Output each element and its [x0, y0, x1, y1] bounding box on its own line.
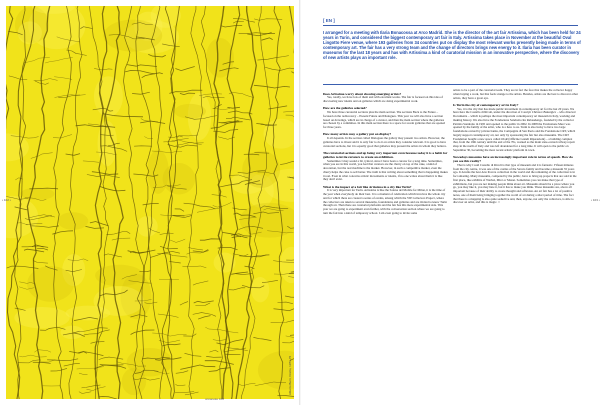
answer-paragraph: It all depends. In the section called Dialogues the gallery may present two artists. However, the galleries have to invest and it is only fair to do it on artists they consider relevant. It is good to have curatorial sections, but it is equally good that galleries may present the artists in whom they believe.	[323, 136, 447, 148]
image-caption: Alberto Burri, Cretto, 1971-76	[288, 355, 292, 395]
question-heading: Is Turin the city of contemporary art in Italy?	[453, 102, 519, 107]
question-heading: How many artists may a gallery put on display?	[323, 132, 392, 137]
divider-rule	[323, 25, 578, 26]
cracked-paint-texture	[6, 6, 294, 399]
page-number-right: • 103 •	[591, 198, 600, 202]
answer-paragraph: Yes, it is the city that has made public investment in contemporary art for the last 20 years. We have here the Castello di Rivoli, under the direction of Carolyn Christov-Bakargiev – who directed Documenta – which is perhaps the most important contemporary art museum in Italy, working and making history. We also have the Fondazione Sandretto Re Rebaudengo, founded by the collector Patrizia Sandretto in 1995 and opened to the public in 2002. In 2008 the Fondazione Merz was opened by the family of the artist, who is a hero to us. Turin is also lucky to have two large foundations owned by private banks, the Compagnia di San Paolo and the Fondazione CRT, which largely support contemporary art, not only by sponsoring the fair but also museums. The CRT Foundation bought a new space called OGR (Officine Grandi Riparazioni) – a building complex that, from the 19th century until the end of the 70s, worked as the main state-owned railway repair shop in the north of Italy and was left abandoned for a long time. It will open to the public on September 30, becoming the most recent artistic platform in town.	[453, 106, 576, 152]
text-column-right	[453, 89, 578, 207]
question-heading: Does Artissima worry about showing emerging artists?	[323, 91, 402, 96]
answer-paragraph: Yes, totally, we have lots of them and with excellent works. The fair is focused on this idea of discovering new talents and on galleries which are doing experimental work.	[323, 95, 443, 104]
question-heading: How are the galleries selected?	[323, 106, 367, 111]
page-number-left: • 102 •	[2, 198, 11, 202]
artwork-image	[6, 6, 294, 399]
language-tag: [ EN ]	[323, 18, 335, 23]
divider-rule	[323, 84, 578, 85]
answer-paragraph: artists to be a part of the curatorial team. They are in fact the face that makes the collector happy when buying a work, but that feels strange to the artists. Besides, artists are the best to discover other artists, they have a great eye.	[453, 88, 579, 100]
text-column-left	[323, 89, 448, 218]
question-heading: The curatorial sections end up being very important even because today it is a habit for galleries to invite curators to create an exhibition.	[323, 150, 448, 159]
answer-paragraph: That is why I said Castello di Rivoli is that type of museum and it is fantastic. Fifteen minutes from the city centre, it was one of the castles of the Savoia family and became a museum 35 years ago. It detains the best Arte Povera collection in the world and the remaining of the collection is in fact amazing. Many museums, competed by the public, have to bring up projects that are sold in the first place, like exhibits of Warhol, Miró or Monet. Sometimes you can make that type of exhibitions, but you are not making people think about art. Museums should be a place where you go, you may like it, you may hate it, but it has to make you think. These museums are, above all important because of their ability to create thought and reflexion. An art fair has a lot of positive notes, one of them being bringing together the world of art during a short period of time. The fact that there is a mapping is also quite seductive and, then, anyone, not only the collectors, is able to discover an artist, and this is magic. //	[453, 162, 577, 205]
question-heading: What is the impact of a fair like Artissima in a city like Turin?	[323, 184, 412, 189]
answer-paragraph: It is very important for Turin. Artissima is like the Salone del Mobile for Milan, it is the time of the year when everybody do their best. It is a moment of celebration which involves the whole city and for which there are created a series of events, among which the VIP Collectors Project, where the collectors are taken to several museums, foundations and galleries and are invited to know Turin through art. Then there are curatorial platforms and the fair has this more experimental side. This year we are going to experiment even further, with the conversation section where we are going to turn the fair into a kind of temporary school. I am even going to invite some	[323, 188, 447, 215]
question-heading: Nowadays museums have an increasingly important role in terms of speech. How do you see this reality?	[453, 155, 573, 164]
answer-paragraph: We have three curatorial sections plus the main section. The sections Back to the Future – focused on the rediscovery – Present Future and Dialogues. This year we will also have a section based on drawings, which are in charge of a curator, and then the main section where the galleries are chosen by a committee. In this main section there is a space for recent galleries that are opened for three years.	[323, 110, 446, 130]
right-page	[301, 0, 600, 405]
answer-paragraph: Sometimes I may sound a bit cynical, since I have been a curator for a long time. Sometimes, when you are in this world, you feel that curators are the cherry on top of the cake, a kind of decoration, but the real machine is the market. However, in such a competitive market, even the cherry helps the cake to sell better. The truth is that writing about something that is happening makes it real. Even in what concerns artistic movements or talents, if no one writes about them it is like they don't exist.	[323, 158, 448, 182]
footer-left: onnanoko 102	[205, 397, 225, 401]
intro-paragraph: I arranged for a meeting with Ilaria Bonacossa at Arco Madrid. She is the director of the art fair Artissima, which has been held for 24 years in Turin, and considered the biggest contemporary art fair in Italy. Artissima takes place in November at the beautiful Oval Lingotto Fiere venue, where 193 galleries from 34 countries put on display the most relevant works presently being made in terms of contemporary art. The fair has a very strong team and the change of directors brings new energy to it. Ilaria has been curator in museums for the last 18 years and has with Artissima a kind of curatorial mission in an innovative perspective, where the discovery of new artists plays an important role.	[323, 30, 581, 61]
